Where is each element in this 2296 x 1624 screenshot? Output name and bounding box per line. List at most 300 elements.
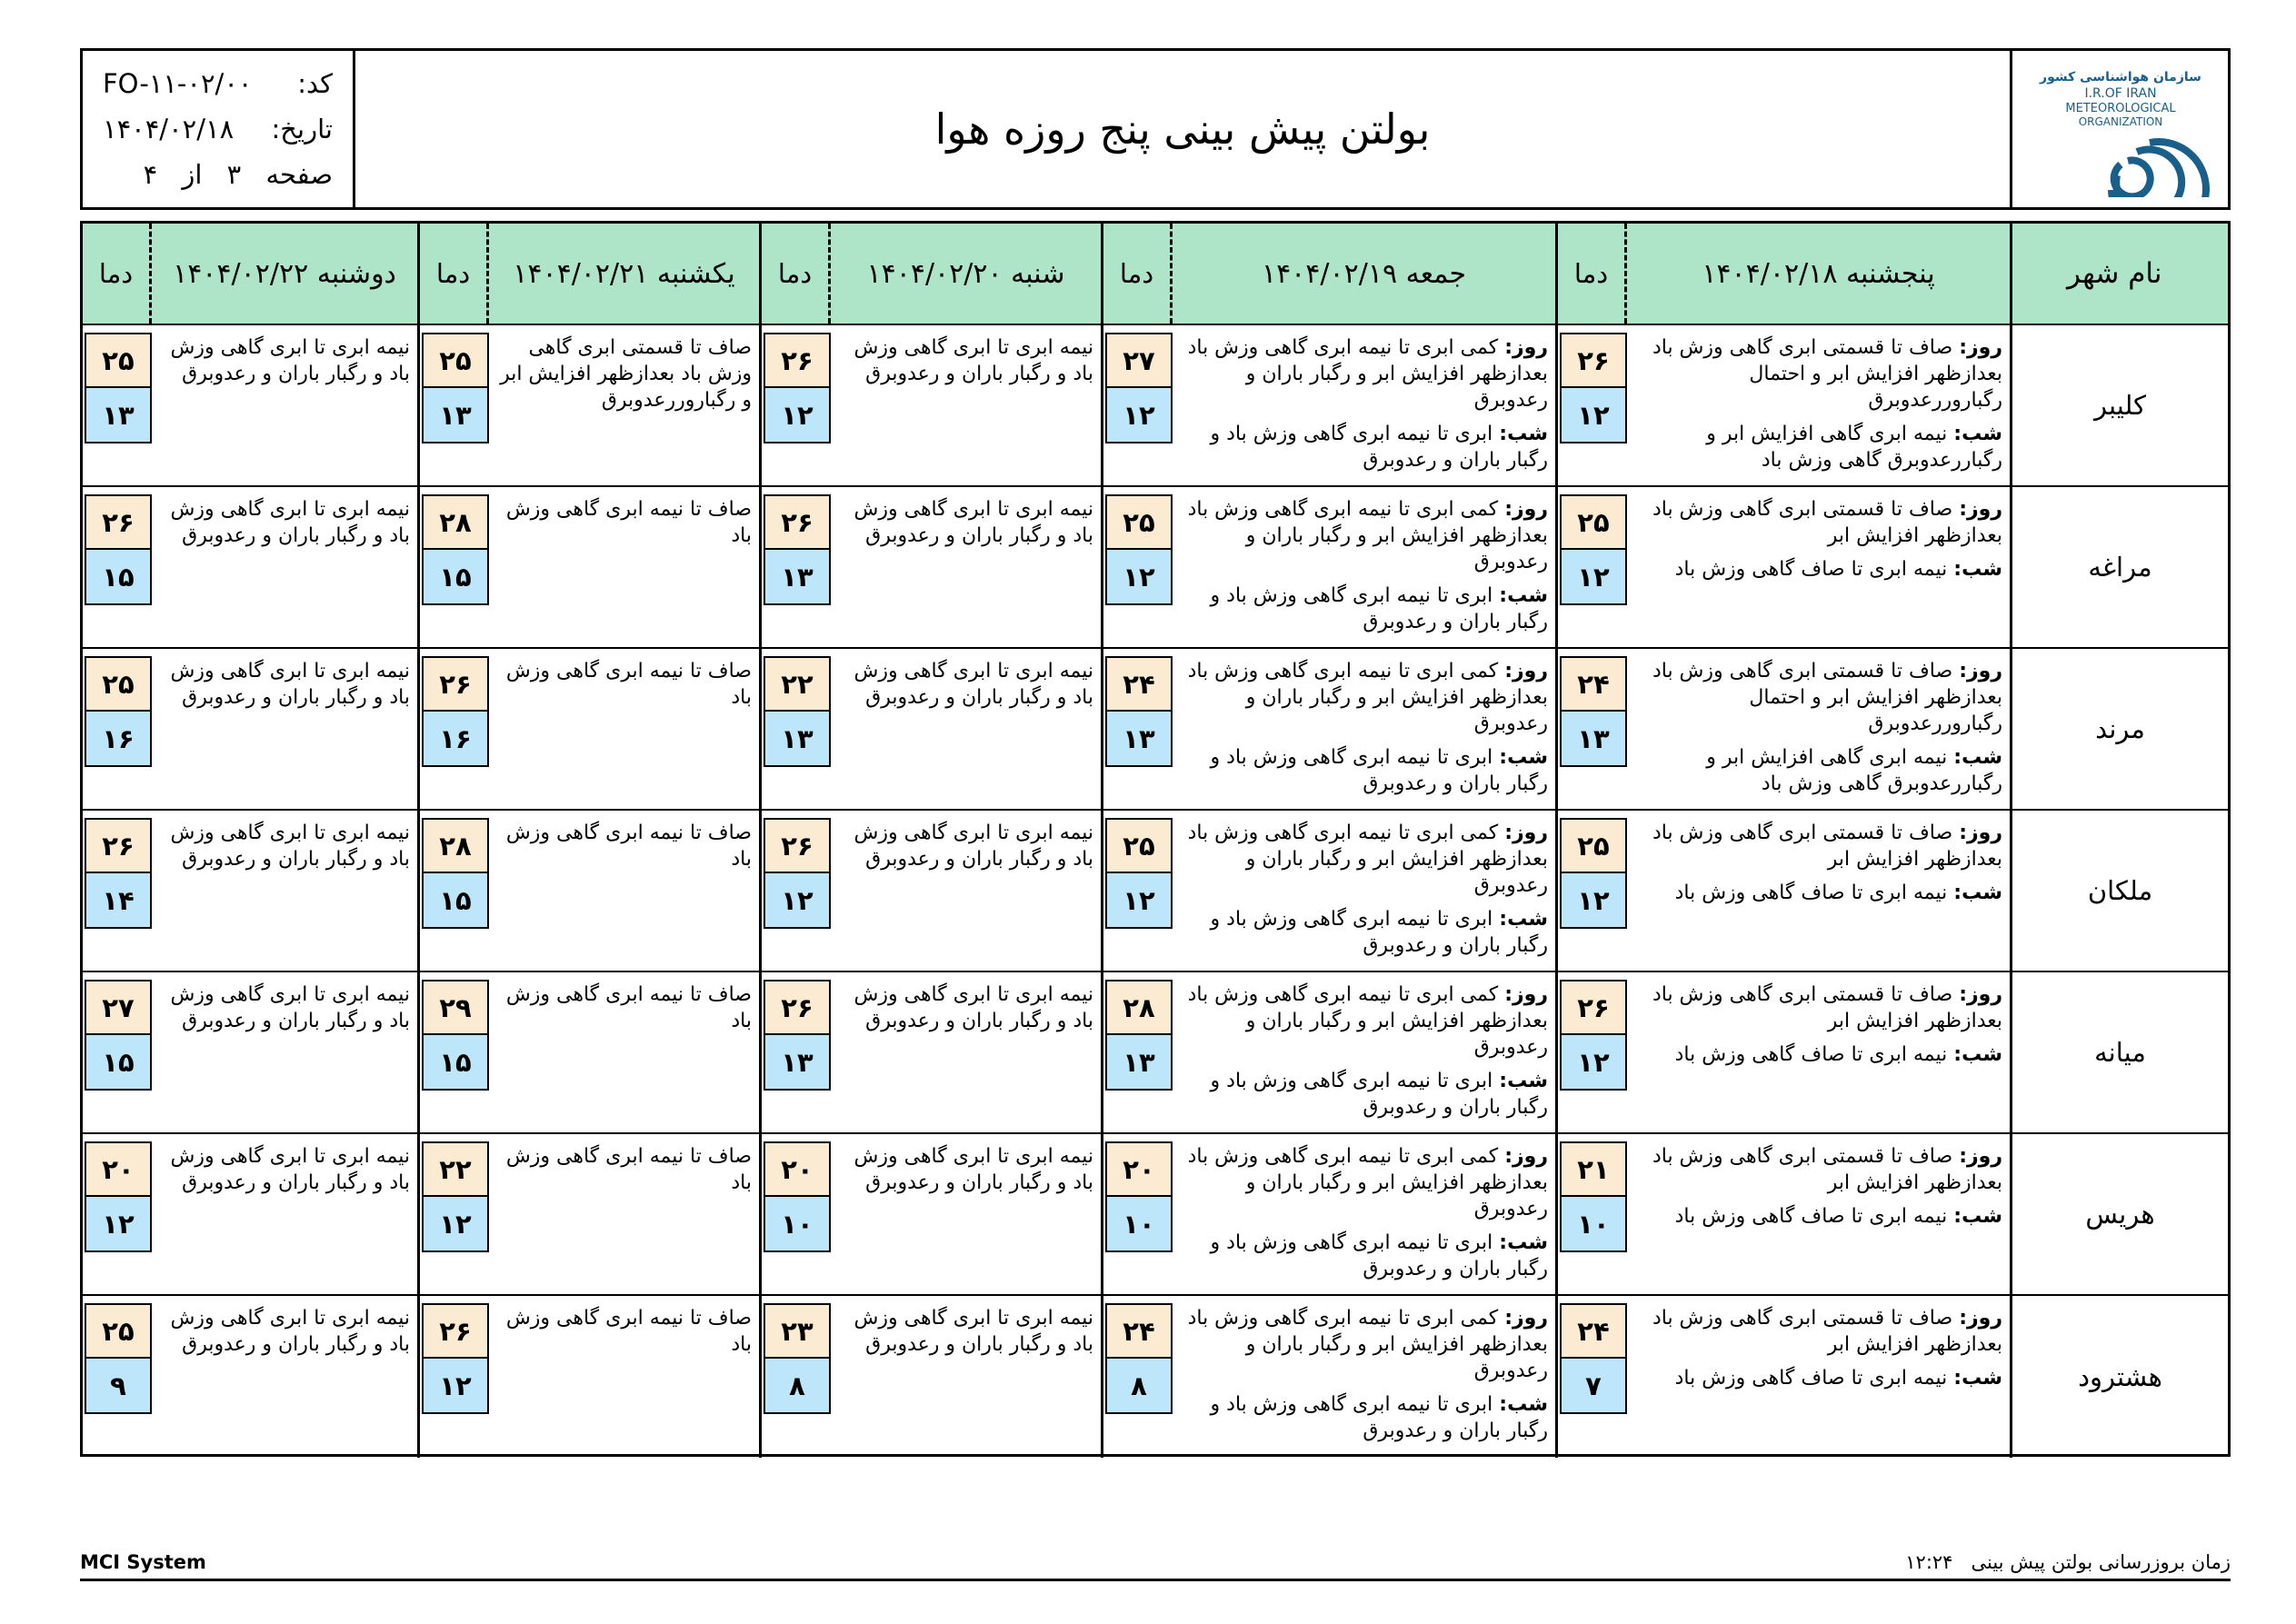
day-forecast-cell [759, 972, 1101, 1132]
temperature-cell [420, 325, 489, 485]
night-label: شب: [1499, 746, 1548, 769]
min-temperature: ۸ [764, 1359, 831, 1414]
temperature-cell [83, 811, 152, 971]
logo-text-en2: METEOROLOGICAL [2064, 102, 2176, 115]
day-forecast-cell [417, 649, 759, 809]
night-label: شب: [1499, 584, 1548, 607]
max-temperature: ۲۶ [85, 818, 152, 873]
temperature-cell [1558, 1296, 1627, 1458]
page-total: ۴ [143, 159, 158, 190]
day-forecast-text: صاف تا قسمتی ابری گاهی وزش باد بعدازظهر افزایش ابر [1652, 1145, 2002, 1194]
day-column-header [1555, 224, 2010, 324]
day-forecast-cell [759, 1296, 1101, 1458]
night-forecast [1632, 1365, 2002, 1391]
day-forecast [1178, 1143, 1548, 1222]
night-forecast [1178, 1391, 1548, 1444]
forecast-description [1627, 649, 2010, 809]
forecast-description: نیمه ابری تا ابری گاهی وزش باد و رگبار باران و رعدوبرق [854, 498, 1093, 547]
day-forecast-text: صاف تا قسمتی ابری گاهی وزش باد بعدازظهر افزایش ابر و احتمال رگباروررعدوبرق [1652, 336, 2002, 412]
temp-column-header: دما [1558, 224, 1627, 324]
temperature-cell [1103, 487, 1173, 647]
max-temperature: ۲۶ [85, 494, 152, 550]
night-forecast [1632, 744, 2002, 797]
day-forecast-cell [1101, 649, 1555, 809]
day-label: روز: [1959, 498, 2002, 521]
temperature-cell [83, 1134, 152, 1294]
day-forecast [1632, 658, 2002, 737]
min-temperature: ۱۵ [85, 550, 152, 605]
min-temperature: ۱۵ [422, 873, 489, 929]
day-forecast [1178, 658, 1548, 737]
day-forecast-cell [1101, 1296, 1555, 1458]
temperature-cell [762, 325, 831, 485]
day-forecast-text: کمی ابری تا نیمه ابری گاهی وزش باد بعدازظهر افزایش ابر و رگبار باران و رعدوبرق [1187, 1307, 1548, 1382]
forecast-table [80, 221, 2231, 1457]
temperature-cell [762, 1296, 831, 1458]
day-label: روز: [1959, 822, 2002, 844]
page-label: صفحه [265, 159, 333, 190]
day-forecast-cell [83, 811, 417, 971]
table-row [83, 1134, 2228, 1296]
day-column-header [83, 224, 417, 324]
max-temperature: ۲۸ [1105, 980, 1173, 1035]
logo-cell [2010, 51, 2228, 207]
day-label: روز: [1959, 1145, 2002, 1168]
night-forecast [1632, 556, 2002, 583]
day-forecast-cell [759, 487, 1101, 647]
day-forecast-cell [83, 487, 417, 647]
day-forecast-text: صاف تا قسمتی ابری گاهی وزش باد بعدازظهر افزایش ابر [1652, 498, 2002, 547]
day-forecast-cell [417, 1296, 759, 1458]
day-label: روز: [1959, 983, 2002, 1006]
night-forecast [1632, 421, 2002, 473]
night-forecast-text: نیمه ابری تا صاف گاهی وزش باد [1674, 1367, 1948, 1390]
night-label: شب: [1953, 746, 2002, 769]
forecast-description [1173, 972, 1555, 1132]
day-forecast-cell [1555, 972, 2010, 1132]
date-value: ۱۴۰۴/۰۲/۱۸ [103, 114, 235, 144]
night-label: شب: [1953, 558, 2002, 581]
day-forecast-text: کمی ابری تا نیمه ابری گاهی وزش باد بعدازظهر افزایش ابر و رگبار باران و رعدوبرق [1187, 822, 1548, 897]
temperature-cell [420, 1134, 489, 1294]
day-forecast-cell [417, 325, 759, 485]
night-forecast-text: ابری تا نیمه ابری گاهی وزش باد و رگبار باران و رعدوبرق [1210, 908, 1548, 957]
night-label: شب: [1499, 1393, 1548, 1416]
logo-text-en3: ORGANIZATION [2078, 115, 2162, 128]
night-forecast-text: نیمه ابری تا صاف گاهی وزش باد [1674, 1205, 1948, 1228]
max-temperature: ۲۶ [764, 494, 831, 550]
table-row [83, 649, 2228, 811]
forecast-description: صاف تا قسمتی ابری گاهی وزش باد بعدازظهر افزایش ابر و رگباروررعدوبرق [500, 336, 752, 412]
day-forecast-cell [1555, 811, 2010, 971]
forecast-description: نیمه ابری تا ابری گاهی وزش باد و رگبار باران و رعدوبرق [170, 498, 410, 547]
city-name: هریس [2010, 1134, 2228, 1294]
min-temperature: ۹ [85, 1359, 152, 1414]
day-label: روز: [1959, 660, 2002, 682]
forecast-description: نیمه ابری تا ابری گاهی وزش باد و رگبار باران و رعدوبرق [854, 1145, 1093, 1194]
temperature-cell [1103, 649, 1173, 809]
forecast-description [1627, 1296, 2010, 1458]
max-temperature: ۲۰ [764, 1141, 831, 1197]
temperature-cell [420, 811, 489, 971]
forecast-description [1627, 1134, 2010, 1294]
day-forecast [1632, 820, 2002, 872]
day-forecast [1178, 981, 1548, 1061]
table-row [83, 972, 2228, 1134]
night-label: شب: [1499, 1070, 1548, 1092]
day-label: روز: [1504, 498, 1548, 521]
logo-text-fa: سازمان هواشناسی کشور [2039, 70, 2201, 85]
table-row [83, 325, 2228, 487]
day-forecast [1632, 334, 2002, 413]
max-temperature: ۲۶ [764, 333, 831, 388]
day-forecast [1632, 1143, 2002, 1196]
forecast-description: نیمه ابری تا ابری گاهی وزش باد و رگبار باران و رعدوبرق [854, 822, 1093, 871]
temperature-cell [83, 972, 152, 1132]
max-temperature: ۲۱ [1560, 1141, 1627, 1197]
temperature-cell [1103, 972, 1173, 1132]
update-time [1905, 1551, 2231, 1573]
day-forecast [1178, 496, 1548, 575]
temperature-cell [83, 1296, 152, 1458]
max-temperature: ۲۲ [422, 1141, 489, 1197]
temperature-cell [420, 487, 489, 647]
forecast-description: نیمه ابری تا ابری گاهی وزش باد و رگبار باران و رعدوبرق [854, 336, 1093, 385]
max-temperature: ۲۰ [1105, 1141, 1173, 1197]
day-forecast-cell [1101, 487, 1555, 647]
day-label: روز: [1959, 336, 2002, 359]
max-temperature: ۲۵ [422, 333, 489, 388]
system-name: MCI System [80, 1551, 206, 1573]
max-temperature: ۲۶ [764, 980, 831, 1035]
night-forecast [1632, 1041, 2002, 1068]
table-row [83, 1296, 2228, 1458]
min-temperature: ۱۳ [422, 388, 489, 443]
min-temperature: ۱۶ [85, 712, 152, 767]
day-forecast-text: صاف تا قسمتی ابری گاهی وزش باد بعدازظهر افزایش ابر و احتمال رگباروررعدوبرق [1652, 660, 2002, 735]
night-forecast [1178, 421, 1548, 473]
night-label: شب: [1499, 423, 1548, 445]
day-header-label: پنجشنبه ۱۴۰۴/۰۲/۱۸ [1702, 257, 1935, 290]
temperature-cell [1558, 972, 1627, 1132]
day-column-header [759, 224, 1101, 324]
min-temperature: ۱۲ [1560, 388, 1627, 443]
logo-spiral [2111, 142, 2206, 197]
day-label: روز: [1504, 1145, 1548, 1168]
forecast-description: نیمه ابری تا ابری گاهی وزش باد و رگبار باران و رعدوبرق [170, 822, 410, 871]
day-forecast-cell [417, 487, 759, 647]
day-forecast-text: کمی ابری تا نیمه ابری گاهی وزش باد بعدازظهر افزایش ابر و رگبار باران و رعدوبرق [1187, 498, 1548, 573]
day-forecast-text: کمی ابری تا نیمه ابری گاهی وزش باد بعدازظهر افزایش ابر و رگبار باران و رعدوبرق [1187, 1145, 1548, 1220]
night-forecast [1632, 1203, 2002, 1230]
day-forecast-cell [759, 325, 1101, 485]
day-label: روز: [1504, 336, 1548, 359]
document-info [83, 51, 355, 207]
code-value: FO-۱۱-۰۲/۰۰ [103, 68, 253, 99]
day-forecast [1632, 1305, 2002, 1358]
day-forecast-cell [1555, 1134, 2010, 1294]
temperature-cell [762, 1134, 831, 1294]
min-temperature: ۱۶ [422, 712, 489, 767]
min-temperature: ۸ [1105, 1359, 1173, 1414]
min-temperature: ۱۰ [764, 1197, 831, 1252]
date-label: تاریخ: [271, 114, 333, 144]
day-forecast [1178, 1305, 1548, 1384]
city-column-header: نام شهر [2010, 224, 2228, 324]
max-temperature: ۲۶ [1560, 333, 1627, 388]
max-temperature: ۲۴ [1560, 1303, 1627, 1359]
night-forecast-text: ابری تا نیمه ابری گاهی وزش باد و رگبار باران و رعدوبرق [1210, 1231, 1548, 1280]
forecast-description [1173, 1296, 1555, 1458]
city-name: ملکان [2010, 811, 2228, 971]
max-temperature: ۲۳ [764, 1303, 831, 1359]
min-temperature: ۱۳ [764, 550, 831, 605]
forecast-description: صاف تا نیمه ابری گاهی وزش باد [505, 660, 752, 709]
table-header-row [83, 224, 2228, 325]
temperature-cell [1103, 1296, 1173, 1458]
forecast-description: نیمه ابری تا ابری گاهی وزش باد و رگبار باران و رعدوبرق [170, 1145, 410, 1194]
night-label: شب: [1953, 1205, 2002, 1228]
max-temperature: ۲۶ [422, 1303, 489, 1359]
night-forecast-text: نیمه ابری گاهی افزایش ابر و رگباررعدوبرق گاهی وزش باد [1706, 423, 2002, 472]
night-forecast [1178, 906, 1548, 959]
meteorological-organization-logo-icon [2030, 61, 2211, 197]
min-temperature: ۱۰ [1105, 1197, 1173, 1252]
min-temperature: ۱۳ [1105, 712, 1173, 767]
update-label: زمان بروزرسانی بولتن پیش بینی [1971, 1551, 2231, 1573]
min-temperature: ۱۲ [85, 1197, 152, 1252]
temperature-cell [83, 325, 152, 485]
night-label: شب: [1953, 882, 2002, 904]
day-header-label: شنبه ۱۴۰۴/۰۲/۲۰ [866, 257, 1065, 290]
temperature-cell [762, 811, 831, 971]
temperature-cell [1558, 1134, 1627, 1294]
table-body [83, 325, 2228, 1458]
max-temperature: ۲۹ [422, 980, 489, 1035]
day-forecast-cell [417, 972, 759, 1132]
max-temperature: ۲۶ [764, 818, 831, 873]
min-temperature: ۱۲ [1105, 873, 1173, 929]
forecast-description: نیمه ابری تا ابری گاهی وزش باد و رگبار باران و رعدوبرق [170, 336, 410, 385]
day-forecast [1178, 334, 1548, 413]
temperature-cell [83, 649, 152, 809]
day-forecast-cell [83, 649, 417, 809]
code-row [103, 64, 333, 104]
night-forecast-text: ابری تا نیمه ابری گاهی وزش باد و رگبار باران و رعدوبرق [1210, 1070, 1548, 1119]
forecast-description [1627, 487, 2010, 647]
table-row [83, 811, 2228, 972]
min-temperature: ۱۳ [764, 712, 831, 767]
min-temperature: ۱۲ [1105, 388, 1173, 443]
day-forecast-cell [1101, 1134, 1555, 1294]
max-temperature: ۲۸ [422, 818, 489, 873]
night-forecast [1178, 1230, 1548, 1282]
night-label: شب: [1953, 1367, 2002, 1390]
forecast-description: نیمه ابری تا ابری گاهی وزش باد و رگبار باران و رعدوبرق [854, 983, 1093, 1032]
max-temperature: ۲۷ [85, 980, 152, 1035]
day-forecast-cell [759, 649, 1101, 809]
day-forecast-text: صاف تا قسمتی ابری گاهی وزش باد بعدازظهر افزایش ابر [1652, 983, 2002, 1032]
min-temperature: ۱۳ [1560, 712, 1627, 767]
night-forecast [1178, 1068, 1548, 1121]
day-header-label: دوشنبه ۱۴۰۴/۰۲/۲۲ [173, 257, 396, 290]
day-forecast-cell [83, 972, 417, 1132]
max-temperature: ۲۵ [1560, 494, 1627, 550]
min-temperature: ۱۳ [85, 388, 152, 443]
temp-column-header: دما [420, 224, 489, 324]
forecast-description: نیمه ابری تا ابری گاهی وزش باد و رگبار باران و رعدوبرق [854, 660, 1093, 709]
min-temperature: ۷ [1560, 1359, 1627, 1414]
night-forecast [1178, 583, 1548, 635]
day-header-label: یکشنبه ۱۴۰۴/۰۲/۲۱ [513, 257, 735, 290]
max-temperature: ۲۴ [1560, 656, 1627, 712]
forecast-description [1173, 325, 1555, 485]
min-temperature: ۱۵ [422, 550, 489, 605]
day-forecast-cell [1555, 325, 2010, 485]
forecast-description: صاف تا نیمه ابری گاهی وزش باد [505, 498, 752, 547]
min-temperature: ۱۰ [1560, 1197, 1627, 1252]
temperature-cell [1103, 325, 1173, 485]
temperature-cell [1558, 649, 1627, 809]
day-label: روز: [1504, 983, 1548, 1006]
bulletin-title: بولتن پیش بینی پنج روزه هوا [934, 105, 1431, 154]
day-header-label: جمعه ۱۴۰۴/۰۲/۱۹ [1261, 257, 1467, 290]
day-column-header [1101, 224, 1555, 324]
temperature-cell [1558, 811, 1627, 971]
day-label: روز: [1504, 1307, 1548, 1330]
logo-text-en1: I.R.OF IRAN [2083, 86, 2157, 101]
night-label: شب: [1499, 908, 1548, 931]
city-name: کلیبر [2010, 325, 2228, 485]
day-forecast-cell [1101, 972, 1555, 1132]
forecast-description: صاف تا نیمه ابری گاهی وزش باد [505, 1145, 752, 1194]
forecast-description [1173, 1134, 1555, 1294]
temperature-cell [83, 487, 152, 647]
forecast-description: نیمه ابری تا ابری گاهی وزش باد و رگبار باران و رعدوبرق [854, 1307, 1093, 1356]
day-forecast-cell [1555, 487, 2010, 647]
max-temperature: ۲۶ [1560, 980, 1627, 1035]
forecast-description: صاف تا نیمه ابری گاهی وزش باد [505, 983, 752, 1032]
temperature-cell [420, 972, 489, 1132]
day-label: روز: [1504, 660, 1548, 682]
day-forecast-cell [1555, 1296, 2010, 1458]
night-forecast-text: نیمه ابری گاهی افزایش ابر و رگباررعدوبرق گاهی وزش باد [1706, 746, 2002, 795]
day-forecast [1178, 820, 1548, 899]
day-forecast-cell [83, 325, 417, 485]
forecast-description [1627, 972, 2010, 1132]
page-current: ۳ [226, 159, 242, 190]
forecast-description: نیمه ابری تا ابری گاهی وزش باد و رگبار باران و رعدوبرق [170, 1307, 410, 1356]
temperature-cell [762, 649, 831, 809]
day-column-header [417, 224, 759, 324]
max-temperature: ۲۶ [422, 656, 489, 712]
min-temperature: ۱۵ [85, 1035, 152, 1091]
day-forecast-cell [83, 1134, 417, 1294]
code-label: کد: [297, 68, 333, 99]
min-temperature: ۱۲ [764, 388, 831, 443]
day-label: روز: [1504, 822, 1548, 844]
max-temperature: ۲۰ [85, 1141, 152, 1197]
max-temperature: ۲۸ [422, 494, 489, 550]
min-temperature: ۱۲ [1560, 873, 1627, 929]
table-row [83, 487, 2228, 649]
max-temperature: ۲۴ [1105, 1303, 1173, 1359]
forecast-description: صاف تا نیمه ابری گاهی وزش باد [505, 1307, 752, 1356]
day-forecast [1632, 981, 2002, 1034]
min-temperature: ۱۴ [85, 873, 152, 929]
min-temperature: ۱۲ [422, 1359, 489, 1414]
min-temperature: ۱۳ [764, 1035, 831, 1091]
page-row [103, 154, 333, 194]
min-temperature: ۱۳ [1105, 1035, 1173, 1091]
forecast-description: صاف تا نیمه ابری گاهی وزش باد [505, 822, 752, 871]
city-name: میانه [2010, 972, 2228, 1132]
night-forecast [1178, 744, 1548, 797]
city-name: هشترود [2010, 1296, 2228, 1458]
day-forecast [1632, 496, 2002, 549]
day-label: روز: [1959, 1307, 2002, 1330]
day-forecast-text: کمی ابری تا نیمه ابری گاهی وزش باد بعدازظهر افزایش ابر و رگبار باران و رعدوبرق [1187, 660, 1548, 735]
temperature-cell [1103, 1134, 1173, 1294]
temperature-cell [762, 487, 831, 647]
city-name: مرند [2010, 649, 2228, 809]
forecast-description [1173, 811, 1555, 971]
max-temperature: ۲۵ [1560, 818, 1627, 873]
city-name: مراغه [2010, 487, 2228, 647]
forecast-description [1173, 487, 1555, 647]
update-time-value: ۱۲:۲۴ [1905, 1551, 1953, 1573]
min-temperature: ۱۲ [422, 1197, 489, 1252]
night-forecast-text: ابری تا نیمه ابری گاهی وزش باد و رگبار باران و رعدوبرق [1210, 746, 1548, 795]
forecast-description [1627, 811, 2010, 971]
temp-column-header: دما [762, 224, 831, 324]
day-forecast-cell [83, 1296, 417, 1458]
max-temperature: ۲۵ [1105, 818, 1173, 873]
temperature-cell [420, 649, 489, 809]
temperature-cell [762, 972, 831, 1132]
temperature-cell [1103, 811, 1173, 971]
footer [80, 1545, 2231, 1581]
max-temperature: ۲۴ [1105, 656, 1173, 712]
min-temperature: ۱۲ [1105, 550, 1173, 605]
day-forecast-cell [759, 811, 1101, 971]
night-forecast-text: ابری تا نیمه ابری گاهی وزش باد و رگبار باران و رعدوبرق [1210, 1393, 1548, 1442]
night-forecast-text: نیمه ابری تا صاف گاهی وزش باد [1674, 882, 1948, 904]
night-label: شب: [1953, 423, 2002, 445]
page-of: از [182, 159, 203, 190]
forecast-description [1627, 325, 2010, 485]
min-temperature: ۱۵ [422, 1035, 489, 1091]
temperature-cell [1558, 325, 1627, 485]
night-forecast-text: ابری تا نیمه ابری گاهی وزش باد و رگبار باران و رعدوبرق [1210, 423, 1548, 472]
temperature-cell [420, 1296, 489, 1458]
night-forecast-text: نیمه ابری تا صاف گاهی وزش باد [1674, 558, 1948, 581]
day-forecast-cell [759, 1134, 1101, 1294]
temperature-cell [1558, 487, 1627, 647]
max-temperature: ۲۵ [85, 656, 152, 712]
max-temperature: ۲۷ [1105, 333, 1173, 388]
night-forecast-text: نیمه ابری تا صاف گاهی وزش باد [1674, 1043, 1948, 1066]
day-forecast-cell [417, 1134, 759, 1294]
forecast-description: نیمه ابری تا ابری گاهی وزش باد و رگبار باران و رعدوبرق [170, 983, 410, 1032]
min-temperature: ۱۲ [764, 873, 831, 929]
temp-column-header: دما [1103, 224, 1173, 324]
night-forecast-text: ابری تا نیمه ابری گاهی وزش باد و رگبار باران و رعدوبرق [1210, 584, 1548, 633]
min-temperature: ۱۲ [1560, 1035, 1627, 1091]
day-forecast-text: صاف تا قسمتی ابری گاهی وزش باد بعدازظهر افزایش ابر [1652, 822, 2002, 871]
night-forecast [1632, 880, 2002, 906]
temp-column-header: دما [83, 224, 152, 324]
